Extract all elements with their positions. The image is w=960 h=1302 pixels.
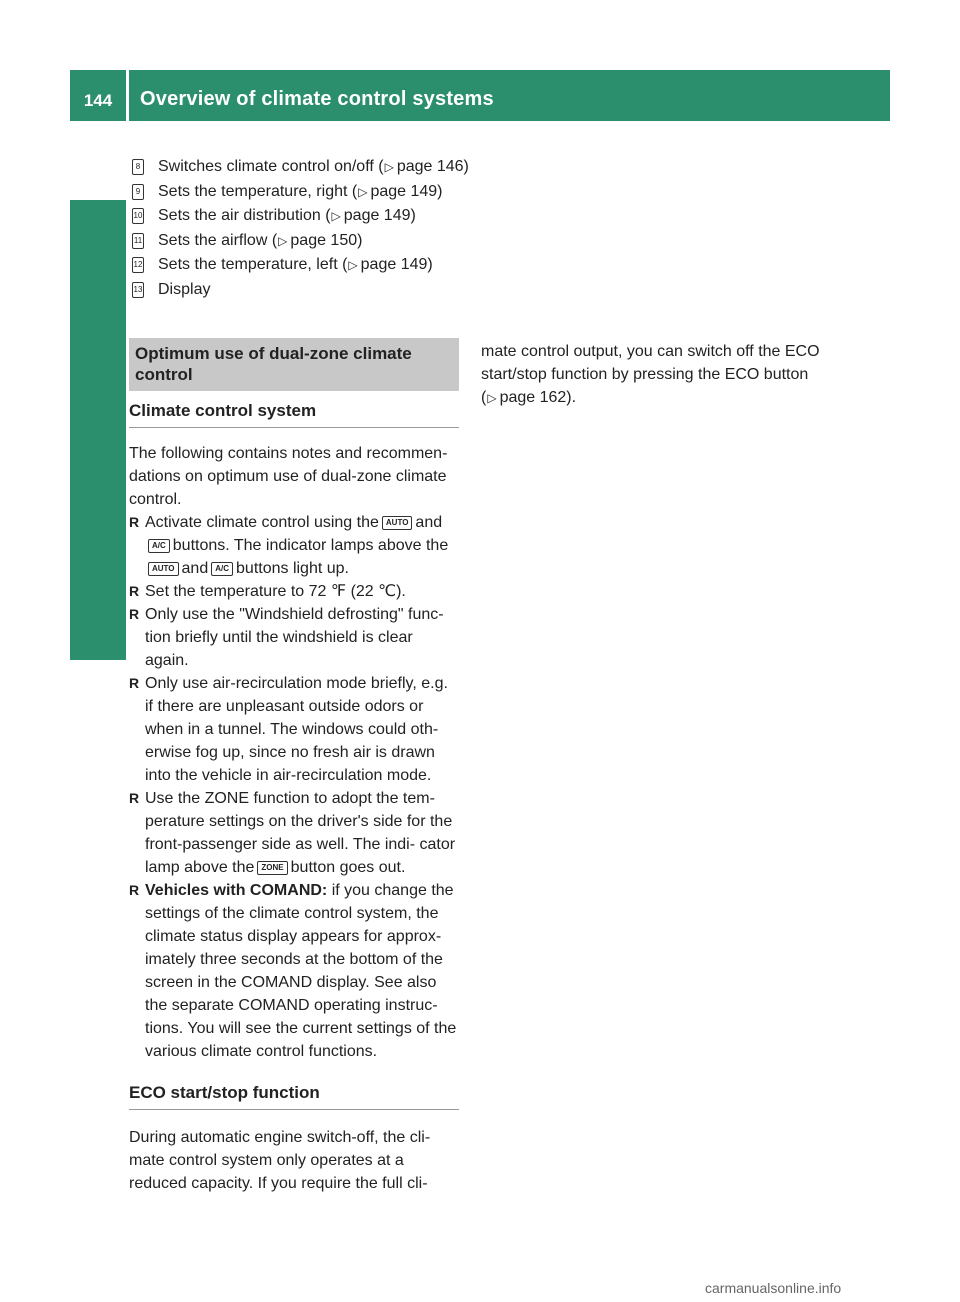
legend-item: 9 Sets the temperature, right ( ▷ page 149) <box>130 180 469 205</box>
eco-paragraph: During automatic engine switch-off, the cli- mate control system only operates at a reduced capacity. If you require the full cli- <box>129 1129 431 1192</box>
bullet-icon: R <box>129 583 140 599</box>
number-icon: 12 <box>132 257 144 273</box>
bullet-icon: R <box>129 514 140 530</box>
page-ref-arrow-icon: ▷ <box>487 391 497 405</box>
page-ref-link[interactable]: page 162). <box>499 389 577 406</box>
bullet-icon: R <box>129 790 140 806</box>
page-ref-link[interactable]: page 146) <box>396 158 469 176</box>
list-item: R Vehicles with COMAND: if you change the settings of the climate control system, the climate status display appears for approx- imately three seconds at the bottom of the screen in the COMAND display. See also the separate COMAND operating instruc- tions. You will see the current settings of the various climate control functions. <box>129 879 459 1063</box>
page-ref-link[interactable]: page 150) <box>290 231 363 249</box>
list-item: R Activate climate control using the AUTO andA/C buttons. The indicator lamps above theAUTO and A/C buttons light up. <box>129 511 459 580</box>
list-item: R Set the temperature to 72 ℉ (22 ℃). <box>129 580 459 603</box>
page-ref-link[interactable]: page 149) <box>343 207 416 225</box>
number-icon: 13 <box>132 282 144 298</box>
bullet-icon: R <box>129 606 140 622</box>
page-number: 144 <box>83 91 113 110</box>
page-title: Overview of climate control systems <box>140 88 494 110</box>
intro-paragraph: The following contains notes and recommen- dations on optimum use of dual-zone climate control. <box>129 445 448 508</box>
legend-item: 11 Sets the airflow ( ▷ page 150) <box>133 231 363 249</box>
list-item: R Use the ZONE function to adopt the tem- perature settings on the driver's side for the front-passenger side as well. The indi- cator lamp above the ZONE button goes out. <box>129 787 459 879</box>
watermark: carmanualsonline.info <box>705 1280 842 1296</box>
legend-item: 12 Sets the temperature, left ( ▷ page 149) <box>133 256 433 274</box>
list-item: R Only use air-recirculation mode briefly, e.g. if there are unpleasant outside odors or when in a tunnel. The windows could oth- erwise fog up, since no fresh air is drawn into the vehicle in air-recirculation mode. <box>129 672 459 787</box>
ac-button-icon: A/C <box>148 539 170 553</box>
page-ref-arrow-icon: ▷ <box>358 184 368 199</box>
auto-button-icon: AUTO <box>382 516 413 530</box>
page-ref-link[interactable]: page 149) <box>360 256 433 274</box>
header-separator <box>126 70 129 121</box>
left-column <box>129 338 459 1195</box>
page-ref-arrow-icon: ▷ <box>278 233 288 248</box>
sub-heading: Climate control system <box>129 401 459 428</box>
list-item: R Only use the "Windshield defrosting" func- tion briefly until the windshield is clear again. <box>129 603 459 672</box>
legend-list <box>130 155 469 302</box>
legend-item: 13 Display <box>133 280 211 298</box>
number-icon: 9 <box>132 184 144 200</box>
number-icon: 10 <box>132 208 144 224</box>
right-column: mate control output, you can switch off the ECO start/stop function by pressing the ECO button (▷ page 162). <box>481 343 820 406</box>
legend-item: 10 Sets the air distribution ( ▷ page 149) <box>133 207 416 225</box>
bullet-icon: R <box>129 882 140 898</box>
page-ref-arrow-icon: ▷ <box>384 160 394 175</box>
section-heading: Optimum use of dual-zone climate control <box>129 338 459 391</box>
ac-button-icon: A/C <box>211 562 233 576</box>
bullet-icon: R <box>129 675 140 691</box>
page-ref-link[interactable]: page 149) <box>370 182 443 200</box>
zone-button-icon: ZONE <box>257 861 287 875</box>
recommendation-list <box>129 511 459 1063</box>
number-icon: 8 <box>132 159 144 175</box>
page-ref-arrow-icon: ▷ <box>331 209 341 224</box>
number-icon: 11 <box>132 233 144 249</box>
page-ref-arrow-icon: ▷ <box>348 258 358 273</box>
eco-heading: ECO start/stop function <box>129 1083 459 1110</box>
legend-item: 8 Switches climate control on/off ( ▷ page 146) <box>130 155 469 180</box>
auto-button-icon: AUTO <box>148 562 179 576</box>
